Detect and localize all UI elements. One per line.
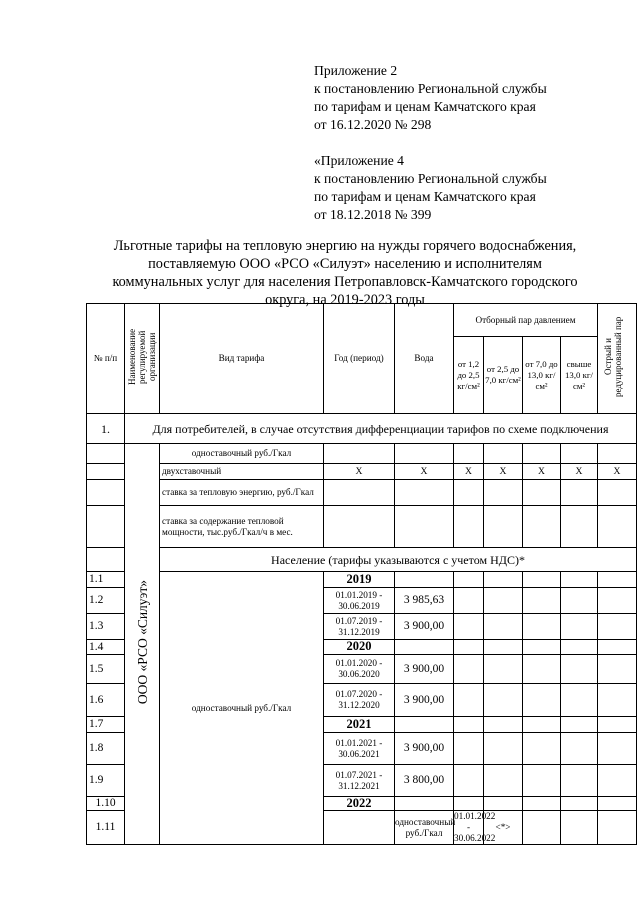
period-year: 2019 <box>324 572 395 588</box>
section-title: Для потребителей, в случае отсутствия дифференциации тарифов по схеме подключения <box>125 414 637 444</box>
row-num: 1.1 <box>87 572 125 588</box>
mark: X <box>484 464 523 480</box>
water-value: 3 900,00 <box>395 655 454 684</box>
population-header: Население (тарифы указываются с учетом НДС)* <box>160 548 637 572</box>
header-line: «Приложение 4 <box>314 153 404 168</box>
period: 01.01.2019 - 30.06.2019 <box>324 588 395 614</box>
period: 01.07.2019 - 31.12.2019 <box>324 614 395 640</box>
title-line: поставляемую ООО «РСО «Силуэт» населению и исполнителям <box>148 256 542 272</box>
row-num: 1.11 <box>87 811 125 845</box>
col-header-water: Вода <box>395 304 454 414</box>
single-rate-label: одноставочный руб./Гкал <box>160 444 324 464</box>
row-num: 1.9 <box>87 765 125 797</box>
water-value: 3 985,63 <box>395 588 454 614</box>
tariff-type-label: одноставочный руб./Гкал <box>160 572 324 845</box>
col-header-steam1: от 1,2 до 2,5 кг/см² <box>454 337 484 414</box>
col-header-steam4: свыше 13,0 кг/см² <box>561 337 598 414</box>
tariff-type-label-2022: одноставочный руб./Гкал <box>395 811 454 845</box>
water-value: 3 800,00 <box>395 765 454 797</box>
header-line: по тарифам и ценам Камчатского края <box>314 99 536 114</box>
title-line: Льготные тарифы на тепловую энергию на нужды горячего водоснабжения, <box>113 238 577 254</box>
header-line: к постановлению Региональной службы <box>314 171 547 186</box>
row-num: 1.10 <box>87 797 125 811</box>
mark: X <box>523 464 561 480</box>
period: 01.07.2021 - 31.12.2021 <box>324 765 395 797</box>
period: 01.01.2022 - 30.06.2022 <box>454 811 496 843</box>
row-num: 1.3 <box>87 614 125 640</box>
appendix-header <box>314 62 547 224</box>
title-line: округа, на 2019-2023 годы <box>265 292 425 308</box>
row-num: 1.5 <box>87 655 125 684</box>
org-name-cell: ООО «РСО «Силуэт» <box>125 444 160 845</box>
mark: X <box>454 464 484 480</box>
header-line: от 18.12.2018 № 399 <box>314 207 432 222</box>
mark: X <box>598 464 637 480</box>
water-value: 3 900,00 <box>395 733 454 765</box>
col-header-steam3: от 7,0 до 13,0 кг/см² <box>523 337 561 414</box>
header-line: Приложение 2 <box>314 63 398 78</box>
capacity-rate-label: ставка за содержание тепловой мощности, тыс.руб./Гкал/ч в мес. <box>160 506 324 548</box>
tariff-table <box>86 303 637 845</box>
row-num: 1.7 <box>87 717 125 733</box>
water-value: 3 900,00 <box>395 614 454 640</box>
col-header-steam2: от 2,5 до 7,0 кг/см² <box>484 337 523 414</box>
period-year: 2022 <box>324 797 395 811</box>
col-header-sharp-steam: Острый и редуцированный пар <box>598 304 637 414</box>
col-header-org: Наименование регулируемой организации <box>125 304 160 414</box>
header-line: по тарифам и ценам Камчатского края <box>314 189 536 204</box>
water-value: 3 900,00 <box>395 684 454 717</box>
section-num: 1. <box>87 414 125 444</box>
heat-rate-label: ставка за тепловую энергию, руб./Гкал <box>160 480 324 506</box>
row-num: 1.2 <box>87 588 125 614</box>
header-line: к постановлению Региональной службы <box>314 81 547 96</box>
col-header-steam-group: Отборный пар давлением <box>454 304 598 337</box>
water-value: <*> <box>484 811 523 845</box>
col-header-year: Год (период) <box>324 304 395 414</box>
header-line: от 16.12.2020 № 298 <box>314 117 432 132</box>
mark: X <box>324 464 395 480</box>
double-rate-label: двухставочный <box>160 464 324 480</box>
col-header-tariff-type: Вид тарифа <box>160 304 324 414</box>
period: 01.07.2020 - 31.12.2020 <box>324 684 395 717</box>
period: 01.01.2021 - 30.06.2021 <box>324 733 395 765</box>
title-line: коммунальных услуг для населения Петропавловск-Камчатского городского <box>112 274 578 290</box>
mark: X <box>395 464 454 480</box>
mark: X <box>561 464 598 480</box>
row-num: 1.8 <box>87 733 125 765</box>
period-year: 2020 <box>324 640 395 655</box>
period: 01.01.2020 - 30.06.2020 <box>324 655 395 684</box>
period-year: 2021 <box>324 717 395 733</box>
col-header-num: № п/п <box>87 304 125 414</box>
row-num: 1.6 <box>87 684 125 717</box>
row-num: 1.4 <box>87 640 125 655</box>
document-title <box>86 237 604 309</box>
